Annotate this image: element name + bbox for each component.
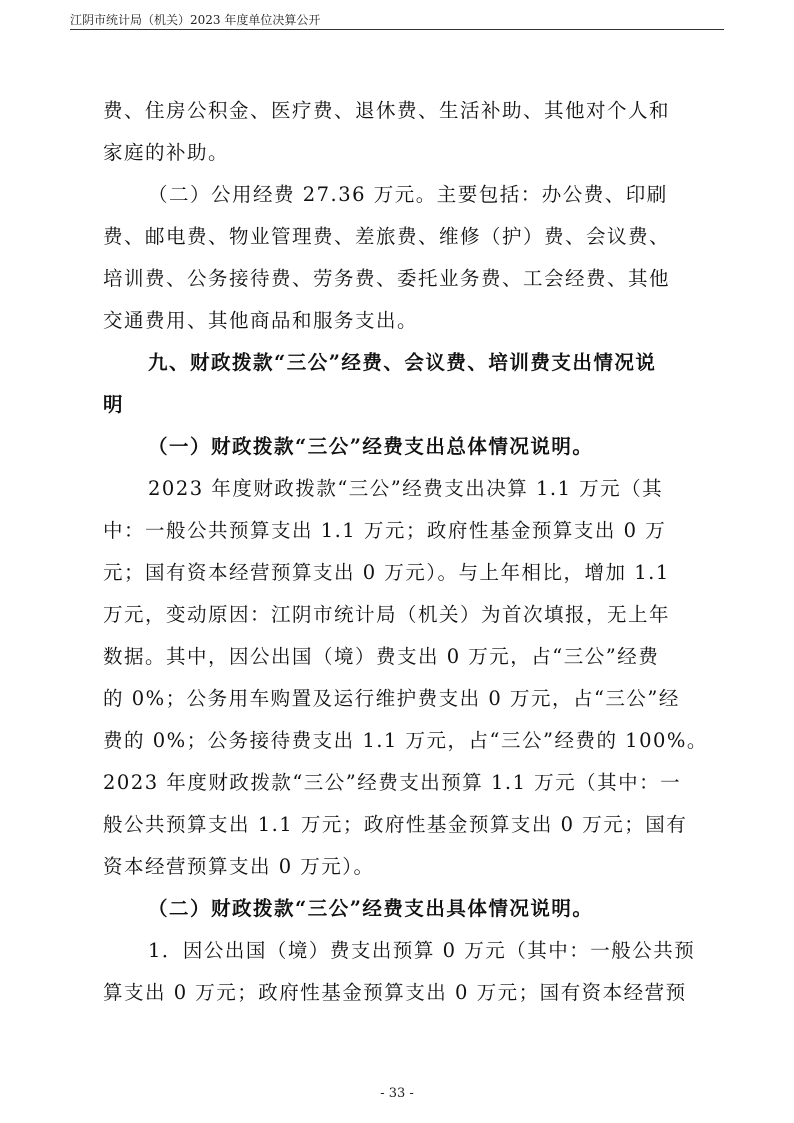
header-rule (70, 29, 724, 30)
paragraph-line: 费、住房公积金、医疗费、退休费、生活补助、其他对个人和 (103, 99, 671, 122)
paragraph-line: 数据。其中，因公出国（境）费支出 0 万元，占“三公”经费 (103, 645, 660, 668)
paragraph-line: 家庭的补助。 (103, 141, 230, 164)
paragraph-line: 元；国有资本经营预算支出 0 万元）。与上年相比，增加 1.1 (103, 561, 670, 584)
section-heading-line: 明 (103, 393, 125, 416)
paragraph-line: 资本经营预算支出 0 万元）。 (103, 855, 375, 878)
paragraph-line: 费、邮电费、物业管理费、差旅费、维修（护）费、会议费、 (103, 225, 671, 248)
paragraph-line: 中：一般公共预算支出 1.1 万元；政府性基金预算支出 0 万 (103, 519, 667, 542)
paragraph-line: 的 0%；公务用车购置及运行维护费支出 0 万元，占“三公”经 (103, 687, 680, 710)
paragraph-line: 算支出 0 万元；政府性基金预算支出 0 万元；国有资本经营预 (103, 981, 687, 1004)
paragraph-line: 万元，变动原因：江阴市统计局（机关）为首次填报，无上年 (103, 603, 671, 626)
paragraph-line: 培训费、公务接待费、劳务费、委托业务费、工会经费、其他 (103, 267, 671, 290)
section-heading-line: （二）财政拨款“三公”经费支出具体情况说明。 (148, 897, 594, 920)
running-header: 江阴市统计局（机关）2023 年度单位决算公开 (70, 13, 321, 27)
section-heading-line: （一）财政拨款“三公”经费支出总体情况说明。 (148, 435, 594, 458)
paragraph-line: （二）公用经费 27.36 万元。主要包括：办公费、印刷 (148, 183, 668, 206)
section-heading-line: 九、财政拨款“三公”经费、会议费、培训费支出情况说 (148, 351, 657, 374)
page-number: - 33 - (380, 1086, 414, 1101)
paragraph-line: 般公共预算支出 1.1 万元；政府性基金预算支出 0 万元；国有 (103, 813, 688, 836)
paragraph-line: 2023 年度财政拨款“三公”经费支出预算 1.1 万元（其中：一 (103, 771, 682, 794)
paragraph-line: 2023 年度财政拨款“三公”经费支出决算 1.1 万元（其 (148, 477, 664, 500)
paragraph-line: 费的 0%；公务接待费支出 1.1 万元，占“三公”经费的 100%。 (103, 729, 708, 752)
paragraph-line: 1．因公出国（境）费支出预算 0 万元（其中：一般公共预 (148, 939, 696, 962)
paragraph-line: 交通费用、其他商品和服务支出。 (103, 309, 419, 332)
document-body (103, 90, 708, 1014)
